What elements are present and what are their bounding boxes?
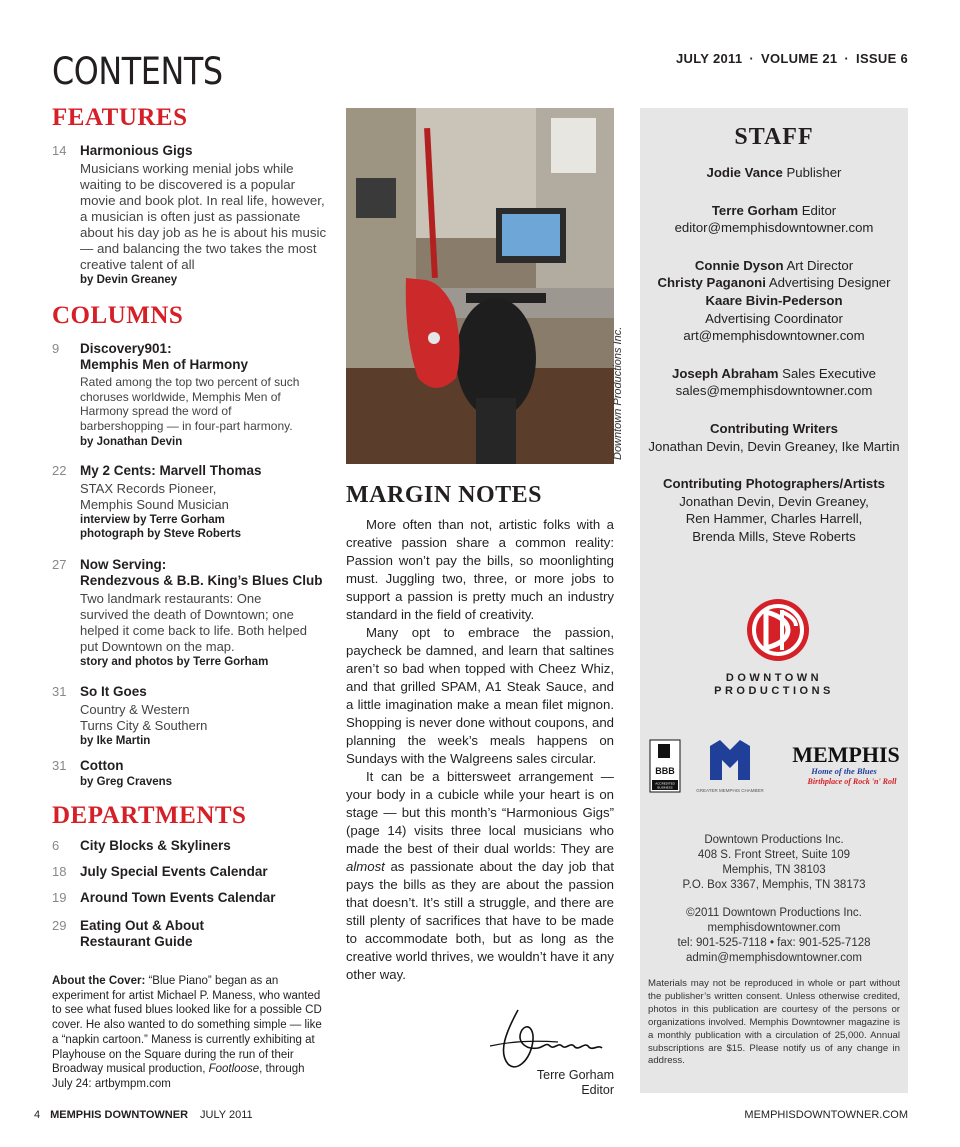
staff-role: Art Director [786,257,854,273]
admin-email[interactable]: admin@memphisdowntowner.com [686,952,862,964]
partner-logos-art [648,736,903,798]
entry-title: My 2 Cents: Marvell Thomas [80,463,262,478]
staff-heading: STAFF [734,124,814,150]
website-link[interactable]: memphisdowntowner.com [707,922,841,934]
photo-credit: Downtown Productions Inc. [612,326,624,460]
staff-role: Advertising Designer [768,275,891,291]
entry-description: Memphis Sound Musician [80,497,229,512]
contents-entry[interactable] [52,684,334,748]
staff-name: Terre Gorham [711,202,799,218]
page-number: 18 [52,864,67,879]
contents-entry[interactable] [52,838,334,854]
signature-drawing [488,1002,608,1074]
entry-description: Musicians working menial jobs while waiting to be discovered is a popular movie and book plot. In real life, however, a musician is often just as passionate about his day job as he is about his music — and balancing the two takes the most creative talent of all [80,161,327,272]
margin-notes-body [346,516,614,984]
entry-byline: photograph by Steve Roberts [80,528,242,540]
staff-line [640,164,908,182]
staff-name: Connie Dyson [694,257,784,273]
entry-title: City Blocks & Skyliners [80,838,231,853]
dp-logo-mark [744,596,812,664]
features-heading: FEATURES [52,104,188,131]
page-number: 14 [52,143,67,158]
about-italic: Footloose [208,1063,260,1076]
entry-description: STAX Records Pioneer, [80,481,217,496]
footer-left [34,1109,253,1121]
page-number: 31 [52,758,67,773]
entry-description: Turns City & Southern [80,718,208,733]
photographers-list: Brenda Mills, Steve Roberts [692,528,856,544]
city-line: Memphis, TN 38103 [722,864,826,876]
signature-caption [520,1068,614,1098]
signer-title: Editor [581,1083,614,1097]
contents-entry[interactable] [52,758,334,789]
issue-month: JULY 2011 [676,51,743,66]
entry-byline: by Ike Martin [80,735,151,747]
bbb-label: BBB [655,766,675,776]
phone-fax: tel: 901-525-7118 • fax: 901-525-7128 [677,937,871,949]
legal-notice: Materials may not be reproduced in whole or part without the publisher’s written consent. Unless otherwise credited, photos in this publication are courtesy of the persons or organizations involved. Memphis Downtowner magazine is a monthly publication with a circulation of 25,000. Annual subscriptions are $15. Please notify us of any change in address. [648,978,900,1067]
separator: · [749,51,754,66]
contents-entry[interactable] [52,463,334,541]
staff-line [640,274,908,292]
page-number: 29 [52,918,67,933]
writers-heading: Contributing Writers [710,420,838,436]
guitar-office-photo [346,108,614,464]
about-text: , through July 24: artbympm.com [52,1063,305,1090]
writers-list: Jonathan Devin, Devin Greaney, Ike Martin [648,438,900,454]
staff-line [640,202,908,220]
staff-email[interactable]: editor@memphisdowntowner.com [674,220,874,236]
paragraph-text: It can be a bittersweet arrangement — your body in a cubicle while your heart is on stage — but this month’s “Harmonious Gigs” (page 14) visits three local musicians who made the best of their dual worlds: They are [346,769,614,856]
page-number: 22 [52,463,67,478]
about-the-cover [52,974,322,1092]
contents-entry[interactable] [52,557,334,669]
issue-info [676,51,908,66]
paragraph: More often than not, artistic folks with a creative passion share a common reality: Passion won’t pay the bills, so moonlighting must. Juggling two, three, or more jobs to support a passion is pretty much an industry standard in the field of creativity. [346,517,614,622]
footer-page-number: 4 [34,1109,41,1121]
staff-subheading [640,475,908,493]
contents-entry[interactable] [52,341,334,449]
dp-line: PRODUCTIONS [714,685,834,697]
staff-email[interactable]: art@memphisdowntowner.com [683,328,865,344]
staff-role: Publisher [786,165,842,180]
contents-entry[interactable] [52,864,334,880]
footer-magazine: MEMPHIS DOWNTOWNER [50,1109,189,1121]
staff-line [640,365,908,383]
issue-volume: VOLUME 21 [761,51,838,66]
staff-list [640,164,908,546]
entry-title: Discovery901: [80,341,172,356]
page-title: CONTENTS [52,50,223,93]
about-label: About the Cover: [52,975,146,987]
issue-number: ISSUE 6 [856,51,908,66]
entry-byline: by Jonathan Devin [80,436,183,448]
memphis-tagline: Birthplace of Rock 'n' Roll [807,777,897,786]
page-number: 9 [52,341,60,356]
entry-title: Cotton [80,758,124,773]
entry-title: Memphis Men of Harmony [80,357,249,372]
entry-title: Eating Out & About [80,918,204,933]
dp-line: DOWNTOWN [725,672,823,684]
contents-entry[interactable] [52,143,334,287]
downtown-productions-logo [744,596,812,669]
photographers-heading: Contributing Photographers/Artists [663,476,885,492]
photographers-list: Jonathan Devin, Devin Greaney, [679,493,869,509]
columns-heading: COLUMNS [52,302,184,329]
margin-notes-heading: MARGIN NOTES [346,482,543,508]
entry-title: Around Town Events Calendar [80,890,276,905]
contents-entry[interactable] [52,918,334,950]
entry-title: Rendezvous & B.B. King’s Blues Club [80,573,323,588]
staff-name: Kaare Bivin-Pederson [705,292,843,308]
paragraph: Many opt to embrace the passion, paycheck be damned, and learn that saltines aren’t so bad when topped with Cheez Whiz, and that grilled SPAM, A1 Steak Sauce, and a little imagination make a mean filet mignon. Shopping is never done without coupons, and planning the week’s meals happens on Sundays with the Walgreens sales circular. [346,625,614,766]
staff-line [640,257,908,275]
entry-description: Rated among the top two percent of such choruses worldwide, Memphis Men of Harmony spread the word of barbershopping — in four-part harmony. [80,375,300,433]
chamber-label: GREATER MEMPHIS CHAMBER [696,788,764,793]
entry-title: So It Goes [80,684,147,699]
about-text: “Blue Piano” began as an experiment for artist Michael P. Maness, who wanted to see what fused blues looked like for a possible CD cover. He also wanted to do something simple — like a “napkin cartoon.” Maness is currently exhibiting at Playhouse on the Square during the run of their Broadway musical production, [52,975,322,1076]
staff-name: Jodie Vance [706,165,783,180]
paragraph-text: as passionate about the day job that pays the bills as they are about the passion that doesn’t. It’s still a struggle, and there are still plenty of sacrifices that have to be made to accommodate both, but as long as the creative world thrives, we wouldn’t have it any other way. [346,859,614,982]
entry-title: Now Serving: [80,557,167,572]
entry-byline: interview by Terre Gorham [80,514,225,526]
copyright: ©2011 Downtown Productions Inc. [686,907,862,919]
entry-byline: story and photos by Terre Gorham [80,656,269,668]
memphis-label: MEMPHIS [792,742,900,767]
staff-role: Sales Executive [782,365,876,381]
paragraph-italic: almost [346,859,385,874]
memphis-tagline: Home of the Blues [811,766,877,776]
entry-byline: by Greg Cravens [80,776,173,788]
entry-description: Country & Western [80,702,190,717]
page-number: 6 [52,838,60,853]
staff-line [640,292,908,310]
entry-title: July Special Events Calendar [80,864,268,879]
page-number: 31 [52,684,67,699]
footer-website[interactable]: MEMPHISDOWNTOWNER.COM [744,1109,908,1121]
staff-role: Advertising Coordinator [705,310,843,326]
separator: · [844,51,850,66]
staff-name: Joseph Abraham [671,365,779,381]
street-address: 408 S. Front Street, Suite 109 [697,849,851,861]
footer-date: JULY 2011 [200,1109,253,1121]
contents-entry[interactable] [52,890,334,906]
staff-role: Editor [801,202,837,218]
paragraph [346,768,614,984]
dp-logo-text [640,672,908,698]
signer-name: Terre Gorham [536,1068,614,1082]
staff-name: Christy Paganoni [657,275,766,291]
departments-heading: DEPARTMENTS [52,802,247,829]
entry-title: Restaurant Guide [80,934,193,949]
photographers-list: Ren Hammer, Charles Harrell, [685,511,863,527]
bbb-sub: BUSINESS [657,785,673,790]
page-number: 27 [52,557,67,572]
staff-subheading [640,420,908,438]
entry-byline: by Devin Greaney [80,274,178,286]
entry-title: Harmonious Gigs [80,143,193,158]
entry-description: Two landmark restaurants: One survived the death of Downtown; one helped it come back to life. Both helped put Downtown on the map. [80,591,307,654]
company-name: Downtown Productions Inc. [704,834,844,846]
po-box: P.O. Box 3367, Memphis, TN 38173 [682,879,866,891]
photo-illustration [346,108,614,464]
bbb-sub: ACCREDITED [655,781,675,786]
staff-email[interactable]: sales@memphisdowntowner.com [675,383,873,399]
partner-logos [648,736,903,798]
page-number: 19 [52,890,67,905]
publisher-address [640,833,908,966]
